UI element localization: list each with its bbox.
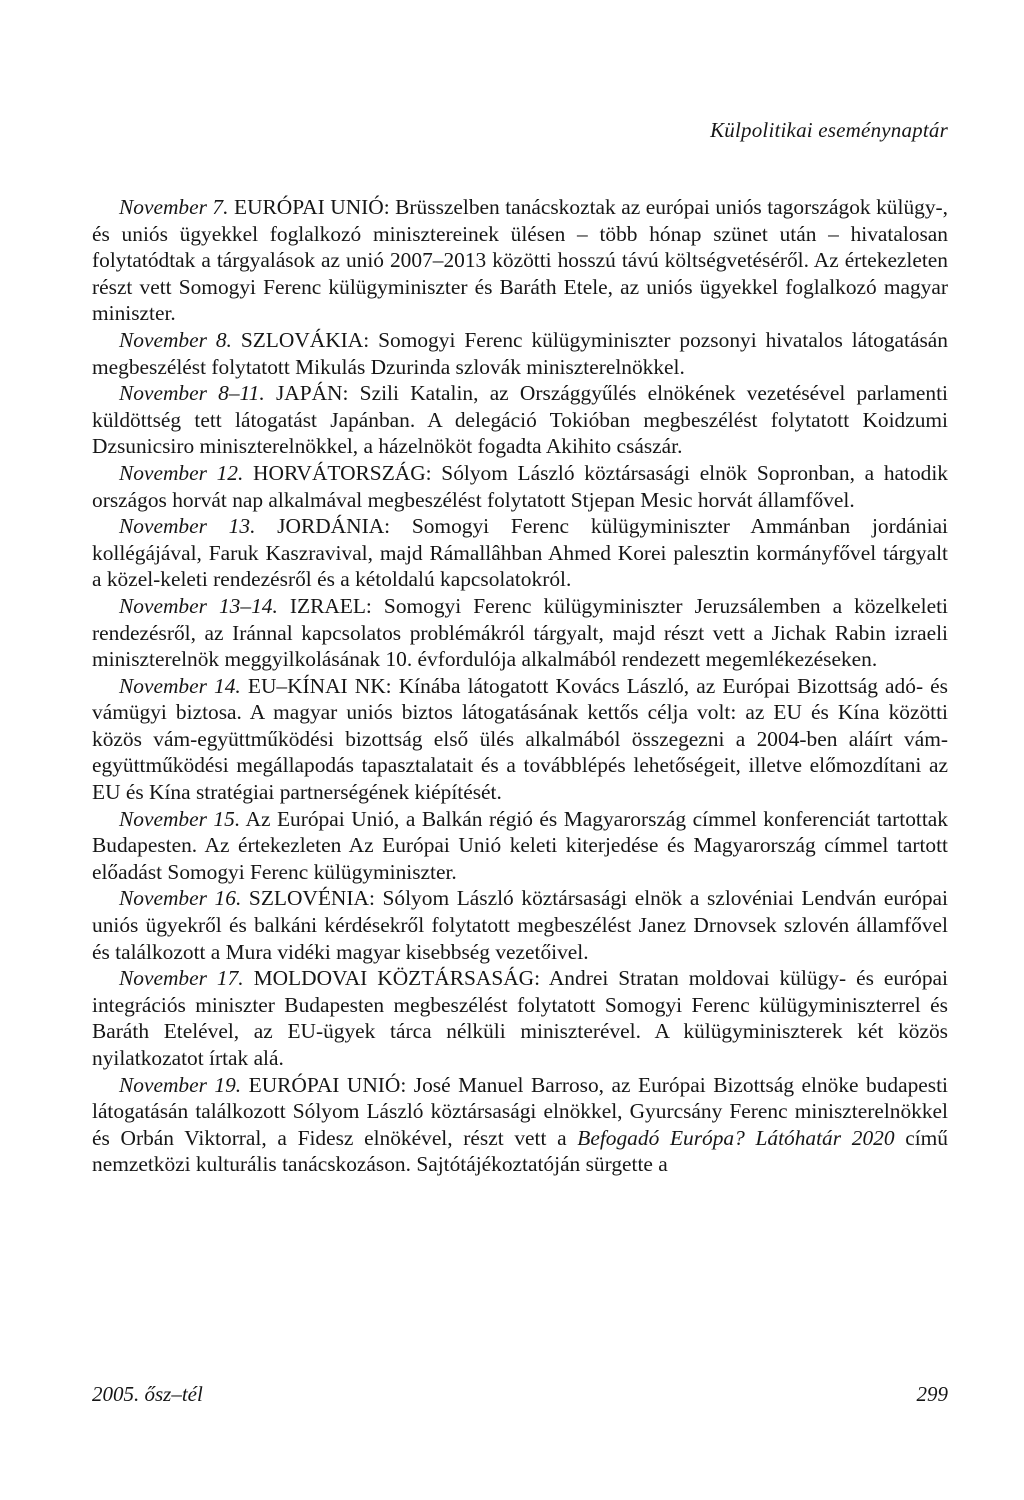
- running-header: Külpolitikai eseménynaptár: [710, 118, 948, 142]
- chronology-entry: [92, 1072, 948, 1178]
- entry-date: November 13.: [119, 514, 256, 539]
- entry-date: November 19.: [119, 1072, 242, 1097]
- entry-text: SZLOVÉNIA: Sólyom László köztársasági elnök a szlovéniai Lendván európai uniós ügyekről és balkáni kérdésekről folytatott megbeszélést Janez Drnovsek szlovén államfővel és találkozott a Mura vidéki magyar kisebbség vezetőivel.: [92, 886, 948, 964]
- entry-date: November 8.: [119, 327, 232, 352]
- entry-date: November 8–11.: [119, 381, 265, 406]
- entry-date: November 15.: [119, 806, 241, 831]
- chronology-entry: [92, 380, 948, 460]
- entry-text: EU–KÍNAI NK: Kínába látogatott Kovács László, az Európai Bizottság adó- és vámügyi biztosa. A magyar uniós biztos látogatásának kettős célja volt: az EU és Kína közötti közös vám-együttműködési bizottság első ülés alkalmából összegezni a 2004-ben aláírt vám-együttműködési megállapodás tapasztalatait és a továbblépés lehetőségeit, illetve előmozdítani az EU és Kína stratégiai partnerségének kiépítését.: [92, 673, 948, 805]
- entry-text: JAPÁN: Szili Katalin, az Országgyűlés elnökének vezetésével parlamenti küldöttség tett látogatást Japánban. A delegáció Tokióban megbeszélést folytatott Koidzumi Dzsunicsiro miniszterelnökkel, a házelnököt fogadta Akihito császár.: [92, 381, 948, 459]
- chronology-entry: [92, 194, 948, 327]
- chronology-body: [92, 194, 948, 1178]
- entry-text: Az Európai Unió, a Balkán régió és Magyarország címmel konferenciát tartottak Budapesten. Az értekezleten Az Európai Unió keleti kiterjedése és Magyarország címmel tartott előadást Somogyi Ferenc külügyminiszter.: [92, 806, 948, 884]
- page-number: 299: [916, 1382, 948, 1406]
- entry-text: című nemzetközi kulturális tanácskozáson. Sajtótájékoztatóján sürgette a: [92, 1125, 948, 1177]
- chronology-entry: [92, 327, 948, 380]
- entry-text: EURÓPAI UNIÓ: José Manuel Barroso, az Európai Bizottság elnöke budapesti látogatásán találkozott Sólyom László köztársasági elnökkel, Gyurcsány Ferenc miniszterelnökkel és Orbán Viktorral, a Fidesz elnökével, részt vett a: [92, 1072, 948, 1150]
- entry-date: November 7.: [119, 195, 229, 219]
- event-title: Befogadó Európa? Látóhatár 2020: [577, 1125, 895, 1150]
- issue-label: 2005. ősz–tél: [92, 1382, 203, 1406]
- chronology-entry: [92, 806, 948, 886]
- entry-text: EURÓPAI UNIÓ: Brüsszelben tanácskoztak az európai uniós tagországok külügy-, és uniós ügyekkel foglalkozó minisztereinek ülésen – több hónap szünet után – hivatalosan folytatódtak a tárgyalások az unió 2007–2013 közötti hosszú távú költségvetéséről. Az értekezleten részt vett Somogyi Ferenc külügyminiszter és Baráth Etele, az uniós ügyekkel foglalkozó magyar miniszter.: [92, 195, 948, 326]
- chronology-entry: [92, 965, 948, 1071]
- chronology-entry: [92, 460, 948, 513]
- entry-text: IZRAEL: Somogyi Ferenc külügyminiszter Jeruzsálemben a közelkeleti rendezésről, az Iránnal kapcsolatos problémákról tárgyalt, majd részt vett a Jichak Rabin izraeli miniszterelnök meggyilkolásának 10. évfordulója alkalmából rendezett megemlékezéseken.: [92, 593, 948, 672]
- entry-date: November 14.: [119, 673, 241, 698]
- chronology-entry: [92, 513, 948, 593]
- chronology-entry: [92, 593, 948, 673]
- entry-date: November 13–14.: [119, 593, 278, 618]
- entry-text: SZLOVÁKIA: Somogyi Ferenc külügyminiszter pozsonyi hivatalos látogatásán megbeszélést folytatott Mikulás Dzurinda szlovák miniszterelnökkel.: [92, 327, 948, 379]
- chronology-entry: [92, 673, 948, 806]
- entry-text: MOLDOVAI KÖZTÁRSASÁG: Andrei Stratan moldovai külügy- és európai integrációs miniszter Budapesten megbeszélést folytatott Somogyi Ferenc külügyminiszterrel és Baráth Etelével, az EU-ügyek tárca nélküli miniszterével. A külügyminiszterek két közös nyilatkozatot írtak alá.: [92, 966, 948, 1070]
- entry-text: HORVÁTORSZÁG: Sólyom László köztársasági elnök Sopronban, a hatodik országos horvát nap alkalmával megbeszélést folytatott Stjepan Mesic horvát államfővel.: [92, 460, 948, 512]
- entry-date: November 12.: [119, 460, 244, 485]
- entry-date: November 17.: [119, 966, 244, 991]
- entry-date: November 16.: [119, 886, 242, 911]
- chronology-entry: [92, 885, 948, 965]
- entry-text: JORDÁNIA: Somogyi Ferenc külügyminiszter Ammánban jordániai kollégájával, Faruk Kaszravival, majd Rámallâhban Ahmed Korei palesztin kormányfővel tárgyalt a közel-keleti rendezésről és a kétoldalú kapcsolatokról.: [92, 514, 949, 592]
